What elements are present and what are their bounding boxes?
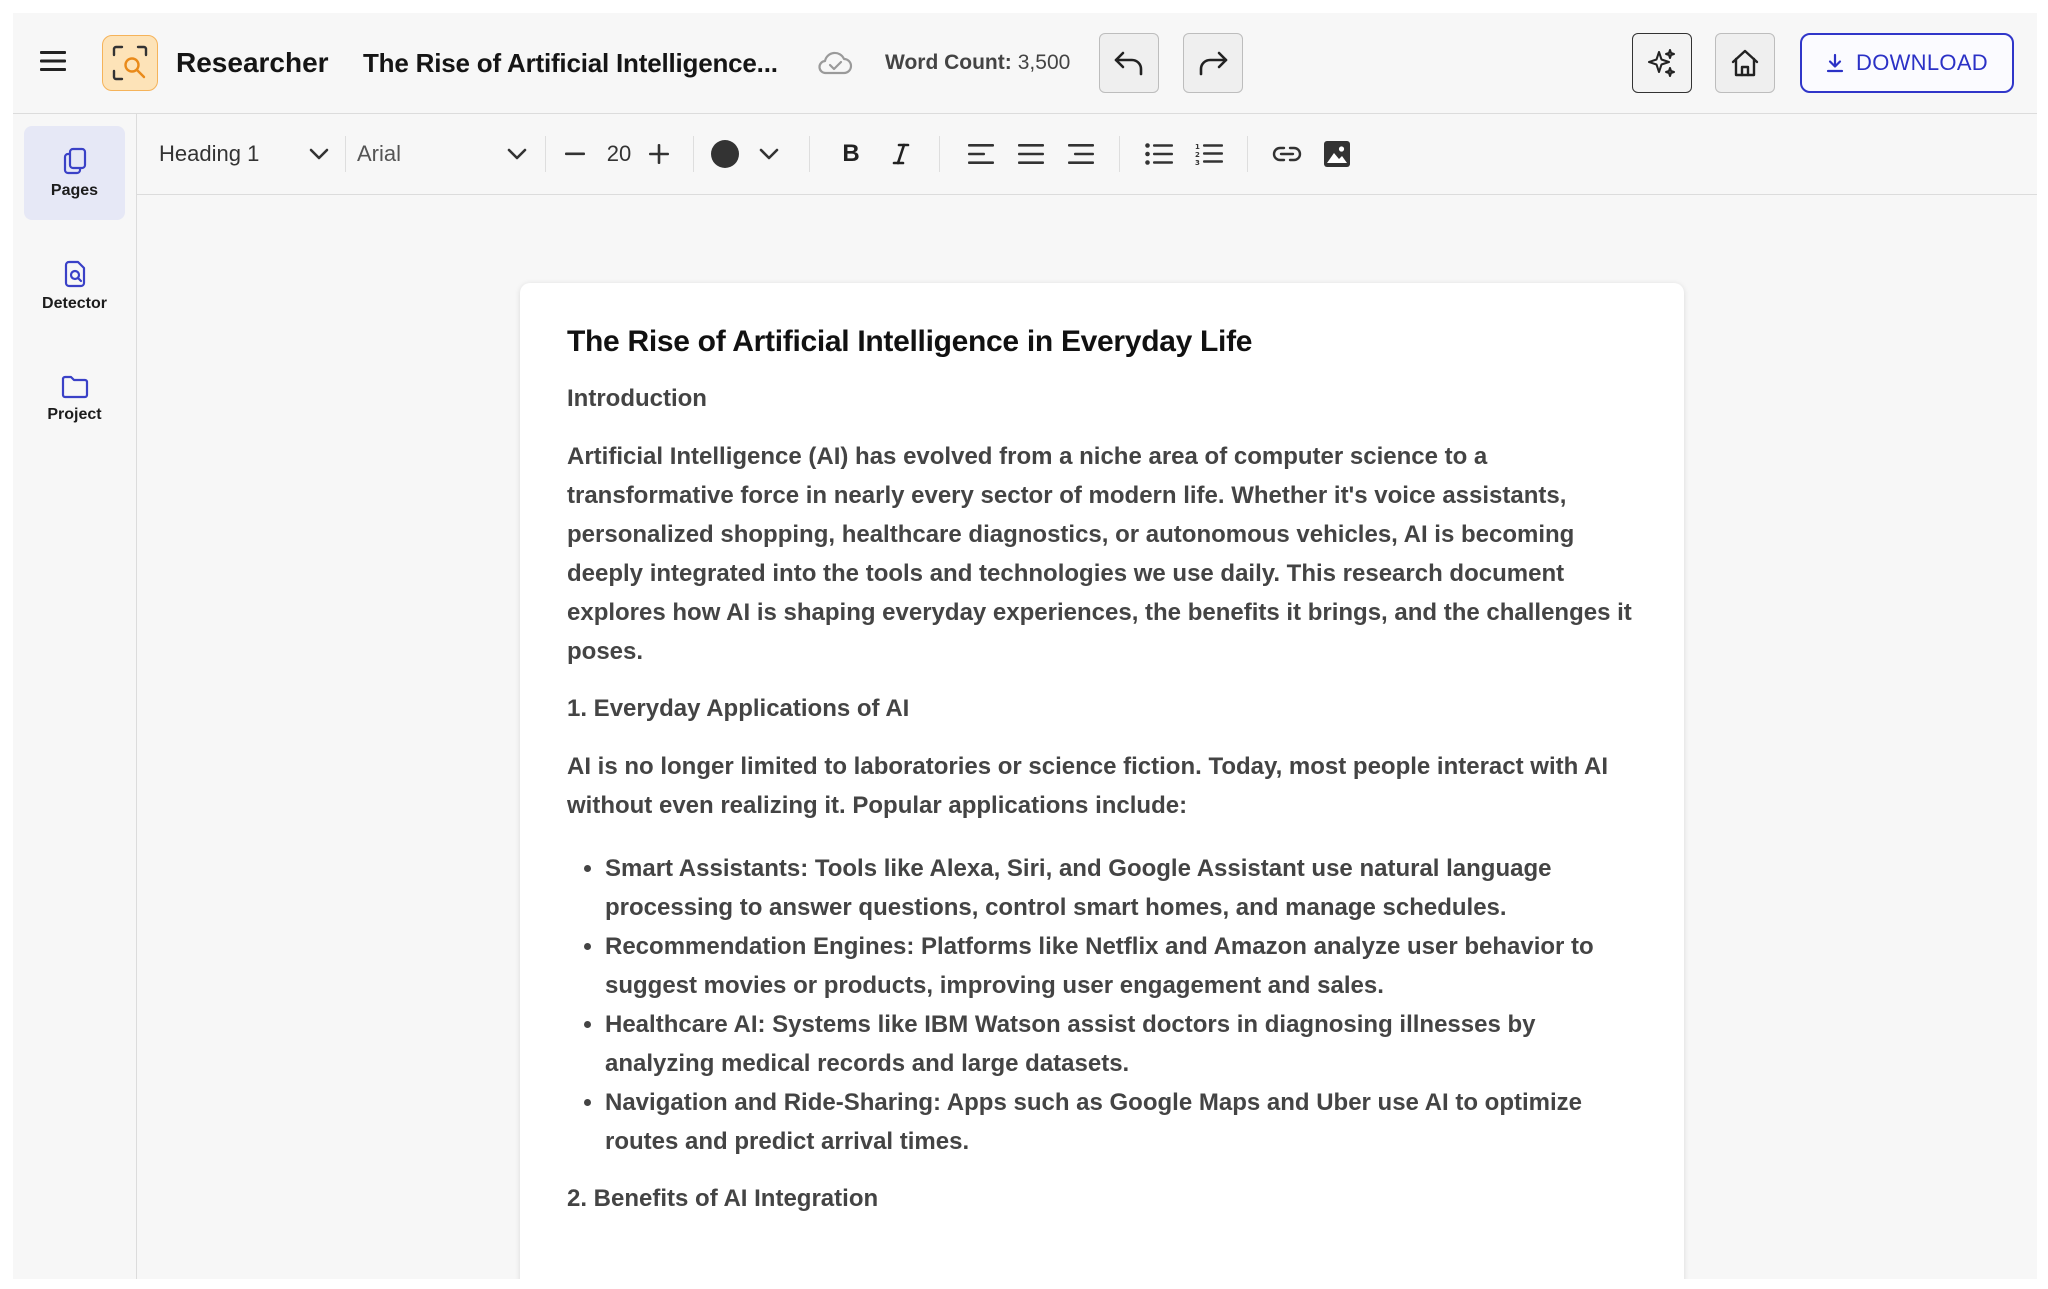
- bullet-list-button[interactable]: [1139, 134, 1179, 174]
- svg-text:2: 2: [1195, 151, 1200, 159]
- word-count-label: Word Count:: [885, 51, 1012, 74]
- sidebar: [13, 114, 137, 1279]
- text-color-dropdown[interactable]: [749, 134, 789, 174]
- download-label: DOWNLOAD: [1856, 50, 1988, 75]
- document-page[interactable]: [520, 283, 1684, 1279]
- detector-icon: [61, 259, 89, 289]
- svg-text:1: 1: [1195, 143, 1200, 151]
- app-brand: Researcher: [176, 47, 329, 78]
- document-title[interactable]: The Rise of Artificial Intelligence...: [363, 47, 778, 78]
- section-heading[interactable]: 1. Everyday Applications of AI: [567, 695, 910, 722]
- insert-image-button[interactable]: [1317, 134, 1357, 174]
- section-paragraph[interactable]: AI is no longer limited to laboratories or science fiction. Today, most people interact with AI without even realizing it. Popular applications include:: [567, 753, 1609, 819]
- folder-icon: [60, 374, 90, 400]
- ai-assist-button[interactable]: [1632, 33, 1692, 93]
- font-size-value[interactable]: 20: [606, 141, 632, 166]
- list-item[interactable]: • Navigation and Ride-Sharing: Apps such as Google Maps and Uber use AI to optimize routes and predict arrival times.: [605, 1083, 1638, 1161]
- sidebar-item-project[interactable]: [24, 352, 125, 446]
- font-family-dropdown[interactable]: [497, 134, 537, 174]
- home-icon: [1730, 48, 1760, 78]
- bold-icon: B: [842, 140, 860, 167]
- text-style-dropdown[interactable]: [299, 134, 339, 174]
- sidebar-item-pages[interactable]: [24, 126, 125, 220]
- toolbar-divider: [939, 136, 940, 172]
- chevron-down-icon: [758, 147, 780, 161]
- italic-icon: [892, 143, 910, 165]
- top-bar: [13, 13, 2037, 114]
- numbered-list-button[interactable]: [1189, 134, 1229, 174]
- font-size-increase-button[interactable]: [639, 134, 679, 174]
- minus-icon: [565, 152, 585, 156]
- list-item[interactable]: • Healthcare AI: Systems like IBM Watson assist doctors in diagnosing illnesses by analyzing medical records and large datasets.: [605, 1005, 1638, 1083]
- toolbar-divider: [545, 136, 546, 172]
- menu-button[interactable]: [35, 43, 71, 79]
- align-left-icon: [968, 144, 994, 164]
- word-count: [885, 39, 1070, 87]
- redo-icon: [1197, 49, 1229, 77]
- svg-text:3: 3: [1195, 159, 1200, 166]
- applications-list: [567, 849, 1638, 1161]
- cloud-icon: [817, 50, 853, 76]
- list-item[interactable]: • Recommendation Engines: Platforms like Netflix and Amazon analyze user behavior to suggest movies or products, improving user engagement and sales.: [605, 927, 1638, 1005]
- link-icon: [1272, 146, 1302, 162]
- align-right-icon: [1068, 144, 1094, 164]
- text-color-swatch[interactable]: [709, 138, 741, 170]
- intro-paragraph[interactable]: Artificial Intelligence (AI) has evolved from a niche area of computer science to a transformative force in nearly every sector of modern life. Whether it's voice assistants, personalized shopping, healthcare diagnostics, or autonomous vehicles, AI is becoming deeply integrated into the tools and technologies we use daily. This research document explores how AI is shaping everyday experiences, the benefits it brings, and the challenges it poses.: [567, 443, 1632, 665]
- app-logo: [102, 35, 158, 91]
- bullet-list-icon: [1145, 143, 1173, 165]
- text-style-select[interactable]: Heading 1: [159, 141, 260, 166]
- image-icon: [1324, 141, 1350, 167]
- chevron-down-icon: [506, 147, 528, 161]
- word-count-value: 3,500: [1017, 51, 1071, 74]
- toolbar-divider: [809, 136, 810, 172]
- font-family-select[interactable]: Arial: [357, 141, 402, 166]
- italic-button[interactable]: [881, 134, 921, 174]
- download-button[interactable]: [1800, 33, 2014, 93]
- list-item[interactable]: • Smart Assistants: Tools like Alexa, Siri, and Google Assistant use natural language processing to answer questions, control smart homes, and manage schedules.: [605, 849, 1638, 927]
- editor-canvas: [137, 195, 2037, 1279]
- sidebar-item-label: Project: [47, 406, 102, 423]
- format-toolbar: [137, 114, 2037, 195]
- toolbar-divider: [1247, 136, 1248, 172]
- undo-button[interactable]: [1099, 33, 1159, 93]
- app-window: [13, 13, 2037, 1279]
- document-heading[interactable]: The Rise of Artificial Intelligence in Everyday Life: [567, 325, 1253, 358]
- chevron-down-icon: [308, 147, 330, 161]
- magnifier-scan-icon: [110, 43, 150, 83]
- toolbar-divider: [345, 136, 346, 172]
- font-size-decrease-button[interactable]: [555, 134, 595, 174]
- redo-button[interactable]: [1183, 33, 1243, 93]
- numbered-list-icon: [1195, 142, 1223, 166]
- align-left-button[interactable]: [961, 134, 1001, 174]
- toolbar-divider: [1119, 136, 1120, 172]
- insert-link-button[interactable]: [1267, 134, 1307, 174]
- plus-icon: [649, 144, 669, 164]
- sidebar-item-detector[interactable]: [24, 239, 125, 333]
- align-center-button[interactable]: [1011, 134, 1051, 174]
- bold-button[interactable]: [831, 134, 871, 174]
- sidebar-item-label: Detector: [42, 295, 107, 312]
- pages-icon: [61, 146, 89, 176]
- toolbar-divider: [693, 136, 694, 172]
- intro-heading[interactable]: Introduction: [567, 385, 707, 412]
- section-heading[interactable]: 2. Benefits of AI Integration: [567, 1185, 879, 1212]
- home-button[interactable]: [1715, 33, 1775, 93]
- menu-icon: [40, 50, 66, 72]
- align-center-icon: [1018, 144, 1044, 164]
- undo-icon: [1113, 49, 1145, 77]
- sparkle-icon: [1646, 47, 1678, 79]
- align-right-button[interactable]: [1061, 134, 1101, 174]
- download-icon: [1826, 53, 1856, 73]
- sidebar-item-label: Pages: [50, 182, 99, 199]
- cloud-save-status: [815, 45, 855, 81]
